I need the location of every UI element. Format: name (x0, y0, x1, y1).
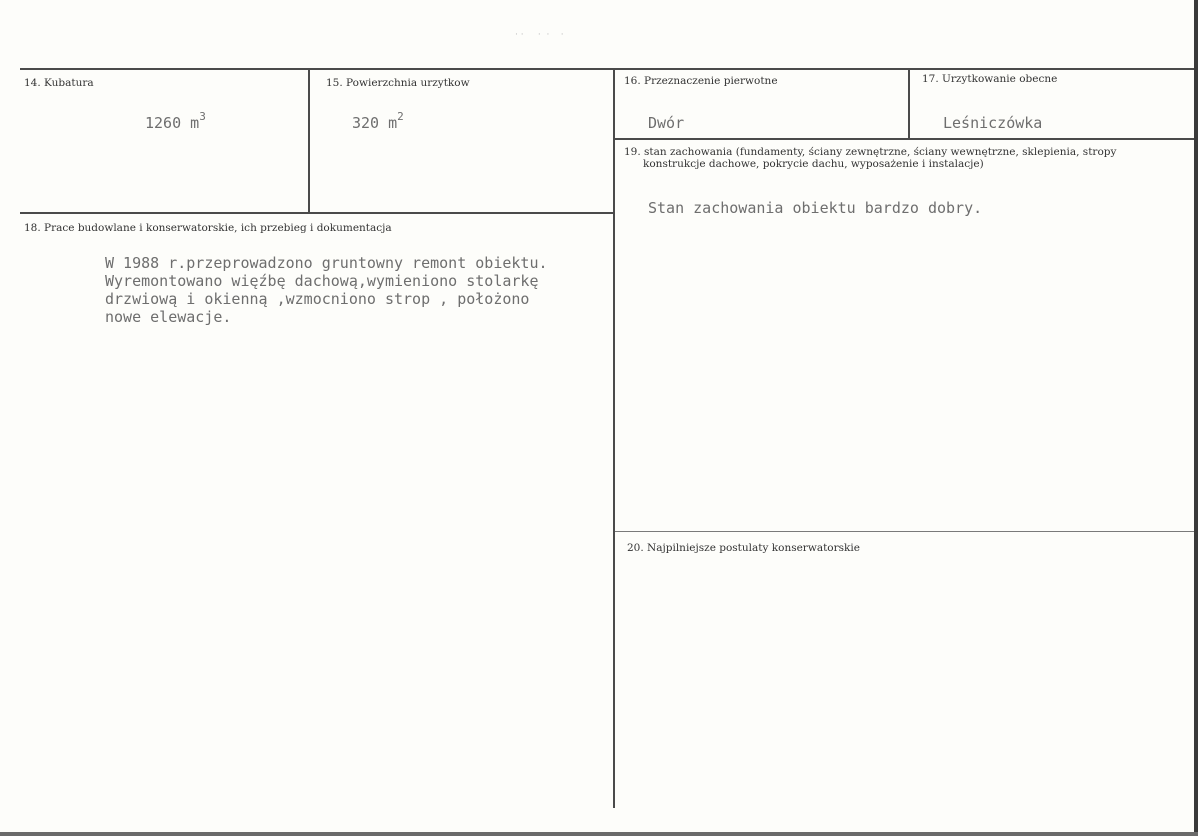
field-14-number: 1260 m (145, 114, 200, 132)
field-18-text (105, 254, 548, 326)
field-18-line: nowe elewacje. (105, 308, 232, 326)
divider-14-15 (308, 70, 310, 212)
scan-specks: · · · · · (515, 30, 564, 40)
top-rule (20, 68, 1194, 70)
field-15-value (352, 112, 404, 132)
divider-16-17 (908, 70, 910, 138)
field-15-label: 15. Powierzchnia urzytkow (326, 77, 470, 89)
scan-edge-right (1194, 0, 1198, 836)
rule-below-19 (615, 531, 1194, 532)
field-17-value: Leśniczówka (943, 114, 1043, 132)
rule-below-16-17 (615, 138, 1194, 140)
field-16-value: Dwór (648, 114, 685, 132)
field-19-label-line2: konstrukcje dachowe, pokrycie dachu, wyposażenie i instalacje) (643, 158, 984, 170)
field-17-label: 17. Urzytkowanie obecne (922, 73, 1058, 85)
scan-edge-bottom (0, 832, 1198, 836)
field-14-exponent: 3 (199, 110, 206, 123)
field-18-line: drzwiową i okienną ,wzmocniono strop , położono (105, 290, 530, 308)
field-14-label: 14. Kubatura (24, 77, 94, 89)
field-20-label: 20. Najpilniejsze postulaty konserwatorskie (627, 542, 860, 554)
field-16-label: 16. Przeznaczenie pierwotne (624, 75, 778, 87)
rule-below-14-15 (20, 212, 614, 214)
field-18-line: W 1988 r.przeprowadzono gruntowny remont obiektu. (105, 254, 548, 272)
field-19-value: Stan zachowania obiektu bardzo dobry. (648, 199, 983, 217)
field-14-value (145, 112, 206, 132)
field-18-label: 18. Prace budowlane i konserwatorskie, ich przebieg i dokumentacja (24, 222, 392, 234)
field-19-label-line1: 19. stan zachowania (fundamenty, ściany zewnętrzne, ściany wewnętrzne, sklepienia, stropy (624, 146, 1117, 158)
field-15-exponent: 2 (397, 110, 404, 123)
field-18-line: Wyremontowano więźbę dachową,wymieniono stolarkę (105, 272, 539, 290)
field-15-number: 320 m (352, 114, 398, 132)
main-vertical-divider (613, 70, 615, 808)
